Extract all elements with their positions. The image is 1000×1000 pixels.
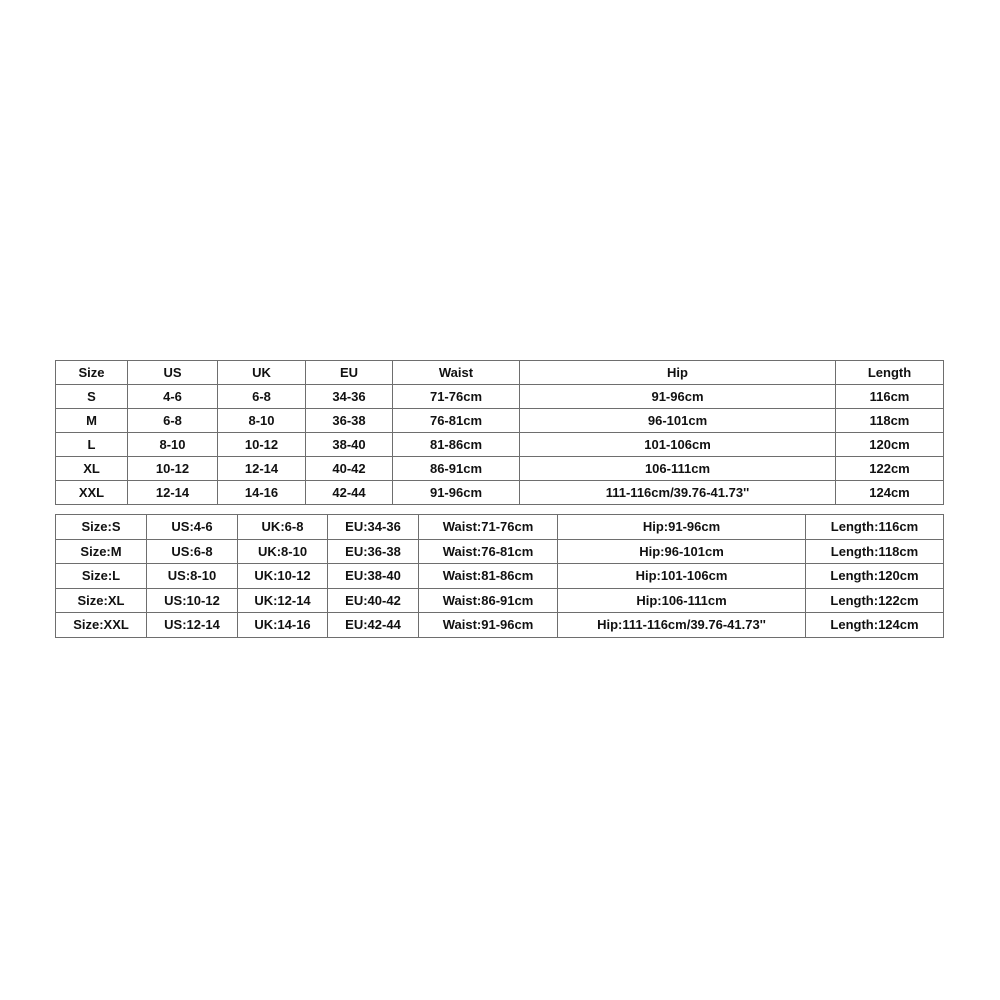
cell-size: Size:XL	[56, 588, 147, 613]
cell-uk: UK:10-12	[238, 564, 328, 589]
cell-hip: 91-96cm	[520, 385, 836, 409]
table-row	[56, 457, 944, 481]
cell-uk: 6-8	[218, 385, 306, 409]
header-waist: Waist	[393, 361, 520, 385]
cell-waist: Waist:71-76cm	[419, 515, 558, 540]
cell-eu: EU:42-44	[328, 613, 419, 638]
header-uk: UK	[218, 361, 306, 385]
cell-length: Length:118cm	[806, 539, 944, 564]
cell-eu: 34-36	[306, 385, 393, 409]
cell-length: 124cm	[836, 481, 944, 505]
cell-waist: 81-86cm	[393, 433, 520, 457]
cell-uk: UK:6-8	[238, 515, 328, 540]
cell-waist: Waist:81-86cm	[419, 564, 558, 589]
cell-hip: 96-101cm	[520, 409, 836, 433]
cell-us: 4-6	[128, 385, 218, 409]
cell-size: S	[56, 385, 128, 409]
cell-length: Length:124cm	[806, 613, 944, 638]
cell-length: 118cm	[836, 409, 944, 433]
cell-hip: Hip:106-111cm	[558, 588, 806, 613]
cell-hip: 106-111cm	[520, 457, 836, 481]
cell-size: XL	[56, 457, 128, 481]
cell-size: Size:L	[56, 564, 147, 589]
cell-length: 120cm	[836, 433, 944, 457]
table-row	[56, 564, 944, 589]
header-eu: EU	[306, 361, 393, 385]
cell-length: Length:116cm	[806, 515, 944, 540]
header-length: Length	[836, 361, 944, 385]
cell-waist: 76-81cm	[393, 409, 520, 433]
cell-size: L	[56, 433, 128, 457]
table-row	[56, 481, 944, 505]
cell-eu: 42-44	[306, 481, 393, 505]
table-row	[56, 385, 944, 409]
cell-us: US:12-14	[147, 613, 238, 638]
cell-length: 116cm	[836, 385, 944, 409]
size-chart-table	[55, 360, 944, 505]
cell-hip: Hip:111-116cm/39.76-41.73''	[558, 613, 806, 638]
cell-eu: 38-40	[306, 433, 393, 457]
cell-hip: Hip:101-106cm	[558, 564, 806, 589]
cell-us: 6-8	[128, 409, 218, 433]
cell-hip: Hip:96-101cm	[558, 539, 806, 564]
cell-waist: 91-96cm	[393, 481, 520, 505]
cell-length: Length:120cm	[806, 564, 944, 589]
header-hip: Hip	[520, 361, 836, 385]
table-row	[56, 588, 944, 613]
cell-eu: 40-42	[306, 457, 393, 481]
cell-uk: 12-14	[218, 457, 306, 481]
cell-us: US:6-8	[147, 539, 238, 564]
cell-hip: 101-106cm	[520, 433, 836, 457]
cell-eu: EU:34-36	[328, 515, 419, 540]
table-row	[56, 539, 944, 564]
cell-us: 8-10	[128, 433, 218, 457]
cell-eu: EU:38-40	[328, 564, 419, 589]
cell-waist: 71-76cm	[393, 385, 520, 409]
cell-us: US:10-12	[147, 588, 238, 613]
cell-us: 10-12	[128, 457, 218, 481]
cell-hip: Hip:91-96cm	[558, 515, 806, 540]
cell-uk: UK:12-14	[238, 588, 328, 613]
table-row	[56, 433, 944, 457]
cell-eu: EU:40-42	[328, 588, 419, 613]
labeled-size-chart-table	[55, 514, 944, 638]
cell-waist: Waist:91-96cm	[419, 613, 558, 638]
cell-uk: 10-12	[218, 433, 306, 457]
cell-us: 12-14	[128, 481, 218, 505]
cell-waist: Waist:86-91cm	[419, 588, 558, 613]
cell-size: XXL	[56, 481, 128, 505]
cell-us: US:8-10	[147, 564, 238, 589]
cell-us: US:4-6	[147, 515, 238, 540]
cell-waist: 86-91cm	[393, 457, 520, 481]
cell-eu: 36-38	[306, 409, 393, 433]
cell-size: M	[56, 409, 128, 433]
cell-length: 122cm	[836, 457, 944, 481]
table-header-row	[56, 361, 944, 385]
table-row	[56, 515, 944, 540]
cell-hip: 111-116cm/39.76-41.73''	[520, 481, 836, 505]
cell-size: Size:S	[56, 515, 147, 540]
cell-uk: 14-16	[218, 481, 306, 505]
cell-size: Size:M	[56, 539, 147, 564]
cell-uk: 8-10	[218, 409, 306, 433]
header-us: US	[128, 361, 218, 385]
table-row	[56, 409, 944, 433]
header-size: Size	[56, 361, 128, 385]
cell-size: Size:XXL	[56, 613, 147, 638]
cell-eu: EU:36-38	[328, 539, 419, 564]
cell-length: Length:122cm	[806, 588, 944, 613]
cell-waist: Waist:76-81cm	[419, 539, 558, 564]
table-row	[56, 613, 944, 638]
cell-uk: UK:8-10	[238, 539, 328, 564]
cell-uk: UK:14-16	[238, 613, 328, 638]
